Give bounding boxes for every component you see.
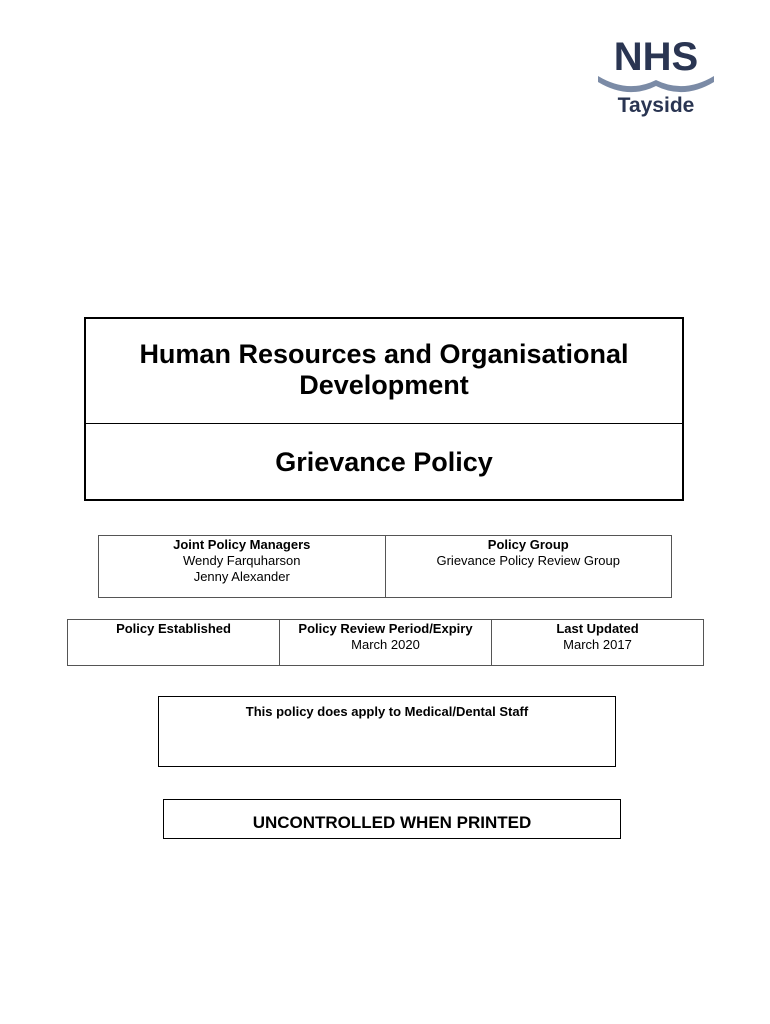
managers-row xyxy=(99,536,672,598)
policy-group-cell xyxy=(385,536,672,598)
department-title: Human Resources and Organisational Development xyxy=(139,339,629,400)
title-row xyxy=(86,319,682,424)
last-updated-label: Last Updated xyxy=(556,621,639,636)
policy-review-value: March 2020 xyxy=(351,637,420,652)
policy-name-row xyxy=(86,423,682,499)
policy-group-label: Policy Group xyxy=(487,537,569,552)
manager-name: Jenny Alexander xyxy=(193,569,290,584)
uncontrolled-notice-box xyxy=(163,799,621,839)
dates-table xyxy=(67,619,704,666)
svg-text:NHS: NHS xyxy=(613,36,699,79)
nhs-tayside-logo xyxy=(594,36,718,120)
last-updated-value: March 2017 xyxy=(563,637,632,652)
policy-established-cell xyxy=(68,620,280,666)
last-updated-cell xyxy=(492,620,704,666)
dates-row xyxy=(68,620,704,666)
policy-group-value: Grievance Policy Review Group xyxy=(436,553,621,568)
joint-policy-managers-label: Joint Policy Managers xyxy=(173,537,311,552)
policy-review-cell xyxy=(280,620,492,666)
policy-review-label: Policy Review Period/Expiry xyxy=(298,621,473,636)
title-box xyxy=(84,317,684,501)
joint-policy-managers-cell xyxy=(99,536,386,598)
applicability-box xyxy=(158,696,616,767)
uncontrolled-notice-text: UNCONTROLLED WHEN PRINTED xyxy=(252,813,532,832)
policy-established-label: Policy Established xyxy=(116,621,231,636)
applicability-text: This policy does apply to Medical/Dental Staff xyxy=(245,704,529,719)
managers-table xyxy=(98,535,672,598)
svg-text:Tayside: Tayside xyxy=(617,94,695,117)
manager-name: Wendy Farquharson xyxy=(182,553,301,568)
policy-title: Grievance Policy xyxy=(275,446,493,477)
